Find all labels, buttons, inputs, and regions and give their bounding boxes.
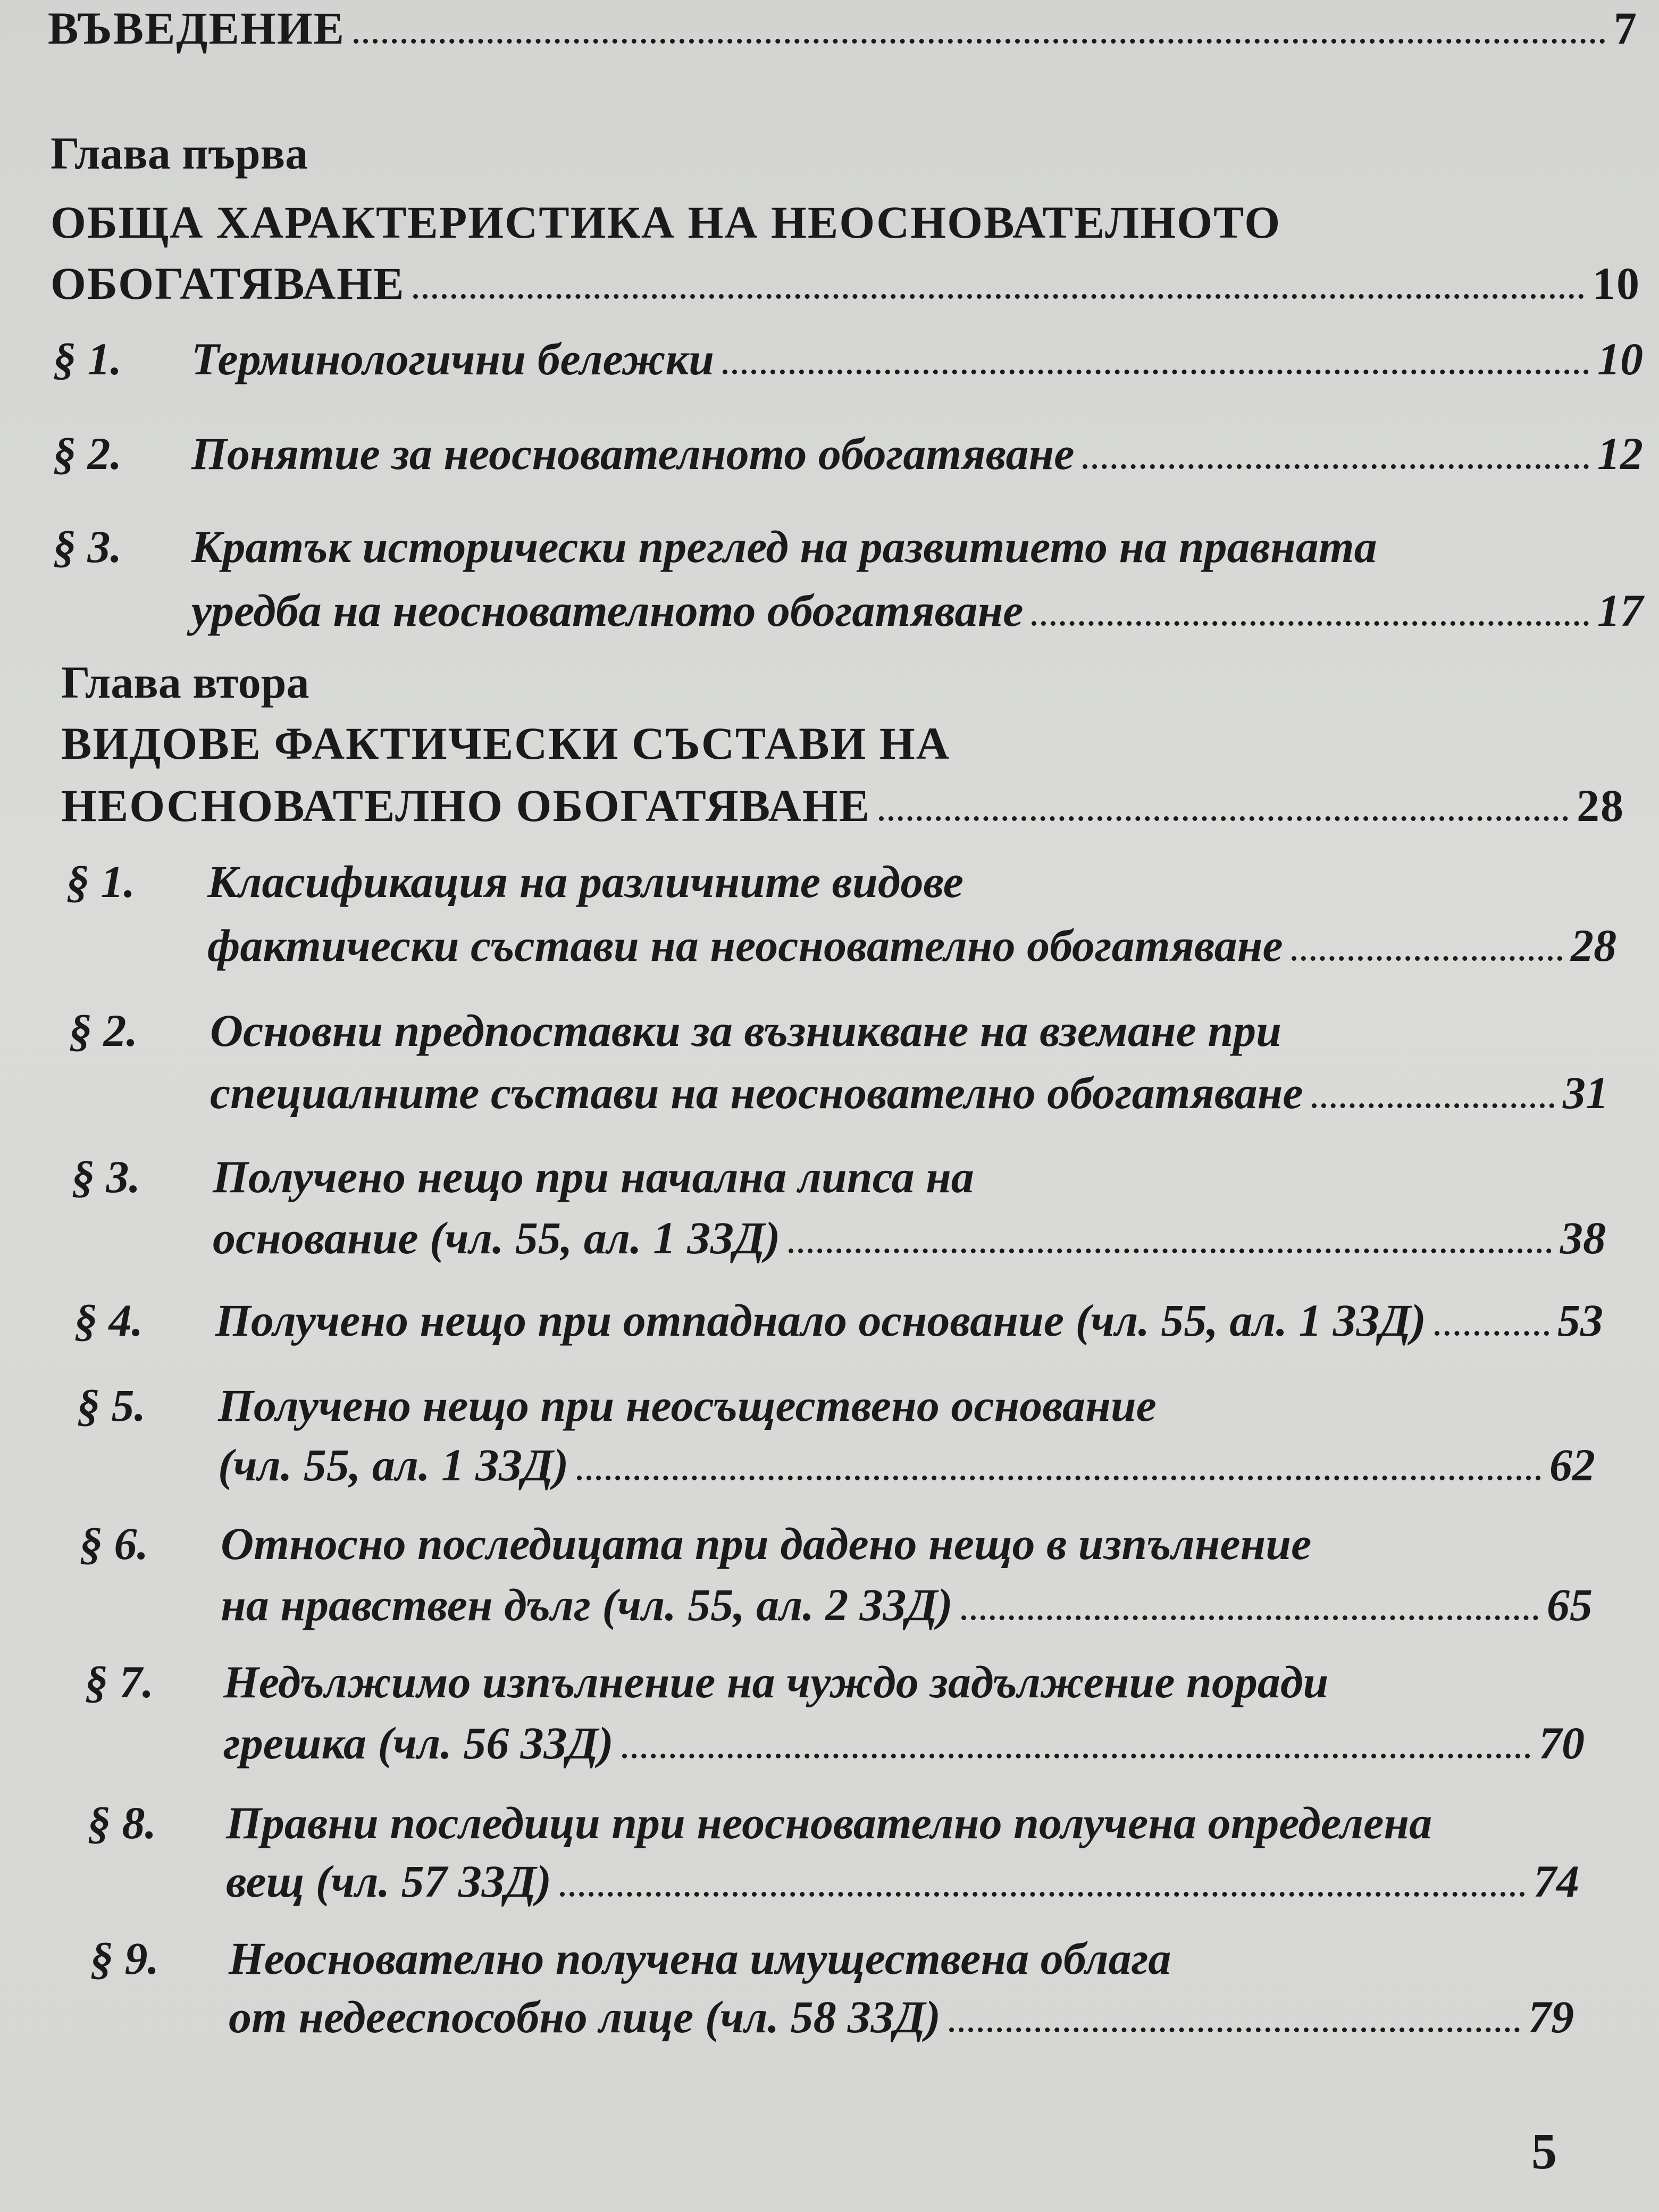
leader-dots — [961, 1615, 1538, 1620]
toc-entry-intro — [48, 3, 1638, 54]
leader-dots — [560, 1892, 1525, 1897]
ch1-s3-page: 17 — [1597, 585, 1643, 636]
leader-dots — [577, 1476, 1541, 1480]
ch1-s2-page: 12 — [1597, 428, 1643, 479]
ch2-s5-page: 62 — [1549, 1439, 1595, 1490]
ch1-s1-num: § 1. — [53, 333, 122, 384]
chapter1-title-line1: ОБЩА ХАРАКТЕРИСТИКА НА НЕОСНОВАТЕЛНОТО — [51, 197, 1281, 248]
chapter2-label: Глава втора — [61, 657, 309, 708]
ch2-s2-num: § 2. — [69, 1005, 138, 1056]
ch2-s8-page: 74 — [1534, 1856, 1579, 1907]
page-number: 5 — [1531, 2123, 1557, 2180]
ch2-s5-num: § 5. — [77, 1380, 146, 1431]
leader-dots — [949, 2027, 1520, 2032]
ch2-s7-title-line2: грешка (чл. 56 ЗЗД) — [223, 1717, 614, 1769]
ch1-s3-num: § 3. — [53, 521, 122, 572]
ch2-s3-title-line1: Получено нещо при начална липса на — [213, 1151, 974, 1202]
chapter1-page: 10 — [1593, 258, 1640, 309]
toc-entry-chapter2 — [61, 780, 1624, 831]
ch2-s7-page: 70 — [1539, 1717, 1585, 1769]
leader-dots — [723, 370, 1589, 374]
leader-dots — [354, 39, 1605, 44]
ch2-s5-title-line2: (чл. 55, ал. 1 ЗЗД) — [218, 1439, 569, 1490]
toc-entry-ch2-s5 — [218, 1439, 1595, 1490]
ch1-s3-title-line2: уредба на неоснователното обогатяване — [191, 585, 1024, 636]
leader-dots — [622, 1754, 1530, 1758]
chapter2-title-line1: ВИДОВЕ ФАКТИЧЕСКИ СЪСТАВИ НА — [61, 718, 950, 769]
ch2-s2-title-line2: специалните състави на неоснователно обогатяване — [210, 1067, 1303, 1118]
ch2-s1-title-line2: фактически състави на неоснователно обогатяване — [207, 920, 1283, 971]
intro-title: ВЪВЕДЕНИЕ — [48, 3, 345, 54]
chapter1-label: Глава първа — [51, 128, 308, 179]
ch2-s6-title-line2: на нравствен дълг (чл. 55, ал. 2 ЗЗД) — [221, 1579, 953, 1630]
chapter1-title-line2: ОБОГАТЯВАНЕ — [51, 258, 405, 309]
leader-dots — [1435, 1331, 1549, 1336]
ch2-s8-title-line2: вещ (чл. 57 ЗЗД) — [226, 1856, 551, 1907]
ch1-s2-num: § 2. — [53, 428, 122, 479]
toc-entry-ch1-s1 — [191, 333, 1643, 384]
ch2-s5-title-line1: Получено нещо при неосъществено основание — [218, 1380, 1157, 1431]
leader-dots — [1032, 621, 1589, 626]
ch2-s9-num: § 9. — [90, 1933, 159, 1984]
toc-entry-ch1-s2 — [191, 428, 1643, 479]
ch2-s9-page: 79 — [1528, 1991, 1574, 2042]
ch2-s3-page: 38 — [1560, 1212, 1606, 1263]
toc-entry-ch2-s7 — [223, 1717, 1585, 1769]
ch2-s2-page: 31 — [1563, 1067, 1608, 1118]
ch2-s3-title-line2: основание (чл. 55, ал. 1 ЗЗД) — [213, 1212, 781, 1263]
leader-dots — [879, 816, 1568, 821]
leader-dots — [789, 1249, 1552, 1253]
ch2-s6-title-line1: Относно последицата при дадено нещо в изпълнение — [221, 1518, 1312, 1569]
toc-entry-ch1-s3 — [191, 585, 1643, 636]
toc-entry-ch2-s8 — [226, 1856, 1579, 1907]
ch1-s2-title: Понятие за неоснователното обогатяване — [191, 428, 1075, 479]
toc-entry-ch2-s1 — [207, 920, 1616, 971]
toc-entry-ch2-s3 — [213, 1212, 1606, 1263]
leader-dots — [1312, 1103, 1554, 1108]
ch2-s1-title-line1: Класификация на различните видове — [207, 856, 963, 907]
ch1-s1-page: 10 — [1597, 333, 1643, 384]
ch2-s7-num: § 7. — [85, 1656, 154, 1707]
toc-entry-ch2-s4 — [215, 1295, 1603, 1346]
chapter2-page: 28 — [1577, 780, 1624, 831]
ch2-s1-page: 28 — [1571, 920, 1616, 971]
toc-entry-ch2-s6 — [221, 1579, 1593, 1630]
ch2-s4-num: § 4. — [74, 1295, 143, 1346]
leader-dots — [413, 294, 1584, 299]
toc-entry-chapter1 — [51, 258, 1640, 309]
toc-entry-ch2-s9 — [229, 1991, 1574, 2042]
ch2-s9-title-line1: Неоснователно получена имуществена облага — [229, 1933, 1171, 1984]
ch2-s4-title: Получено нещо при отпаднало основание (чл. 55, ал. 1 ЗЗД) — [215, 1295, 1426, 1346]
ch2-s6-num: § 6. — [80, 1518, 148, 1569]
ch2-s8-title-line1: Правни последици при неоснователно получена определена — [226, 1797, 1432, 1848]
ch2-s2-title-line1: Основни предпоставки за възникване на вземане при — [210, 1005, 1281, 1056]
ch2-s4-page: 53 — [1557, 1295, 1603, 1346]
ch2-s7-title-line1: Недължимо изпълнение на чуждо задължение поради — [223, 1656, 1329, 1707]
toc-entry-ch2-s2 — [210, 1067, 1608, 1118]
intro-page: 7 — [1614, 3, 1638, 54]
leader-dots — [1083, 464, 1589, 469]
leader-dots — [1292, 956, 1562, 961]
chapter2-title-line2: НЕОСНОВАТЕЛНО ОБОГАТЯВАНЕ — [61, 780, 870, 831]
ch2-s1-num: § 1. — [66, 856, 135, 907]
ch2-s9-title-line2: от недееспособно лице (чл. 58 ЗЗД) — [229, 1991, 941, 2042]
ch1-s1-title: Терминологични бележки — [191, 333, 714, 384]
ch2-s8-num: § 8. — [88, 1797, 156, 1848]
ch2-s6-page: 65 — [1547, 1579, 1593, 1630]
ch2-s3-num: § 3. — [72, 1151, 140, 1202]
ch1-s3-title-line1: Кратък исторически преглед на развитието на правната — [191, 521, 1377, 572]
